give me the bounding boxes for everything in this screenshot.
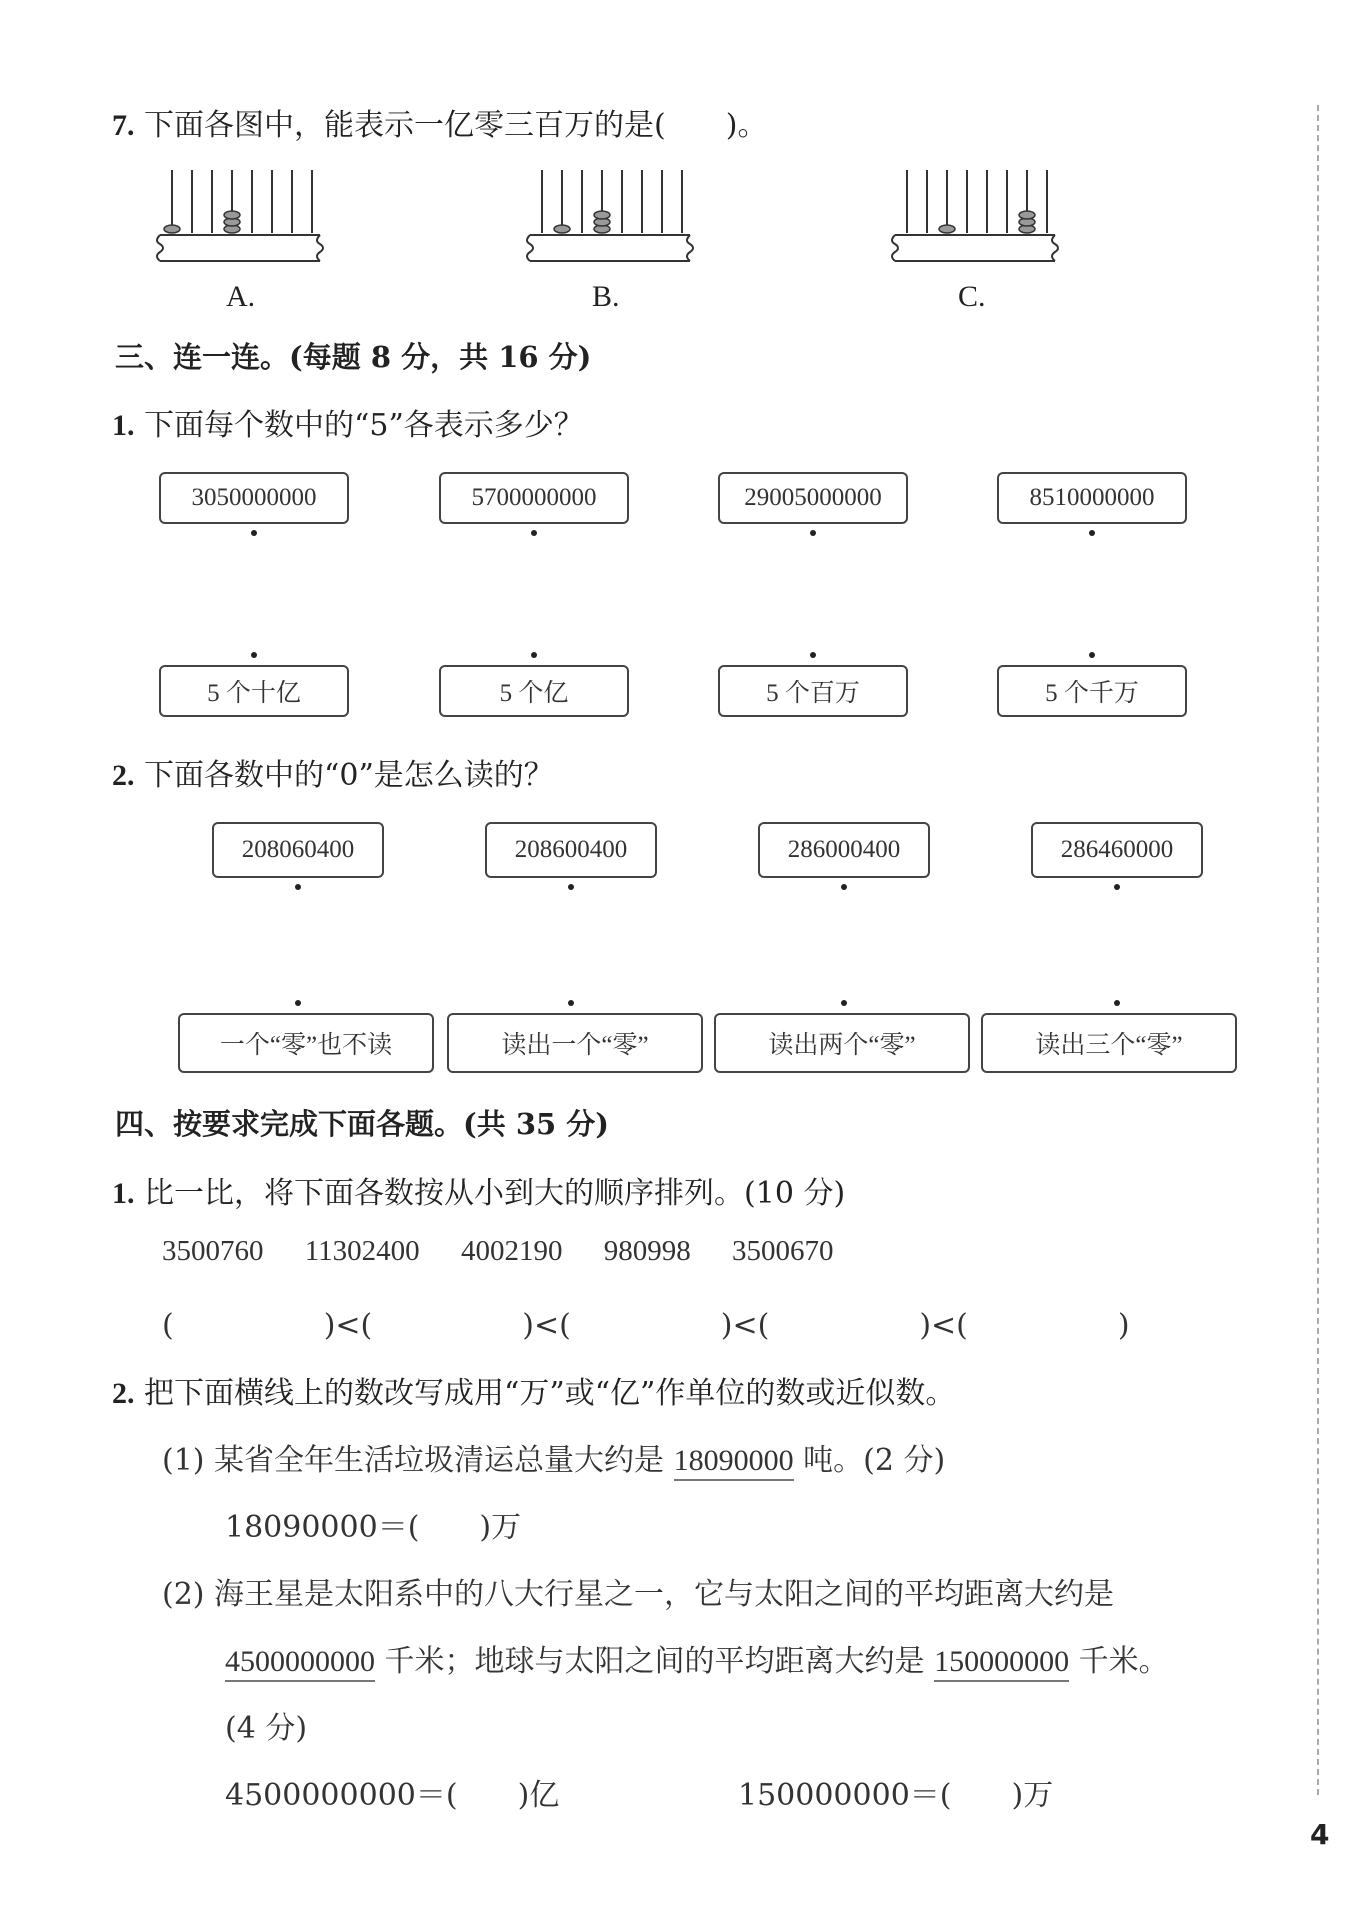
s3-q2-bottom-box[interactable]: 读出一个“零” [447,1013,703,1073]
connect-dot[interactable] [810,652,816,658]
p2-answer1-line[interactable]: 4500000000＝( )亿 [225,1778,560,1813]
p2-post-text: 千米。 [1078,1644,1169,1679]
s3-q1-top-box[interactable]: 29005000000 [718,472,908,524]
s3-q1-top-box[interactable]: 5700000000 [439,472,629,524]
s3-q2-text: 下面各数中的“0”是怎么读的？ [144,758,554,793]
s4-q2-number: 2. [112,1377,135,1410]
option-c-label: C. [958,280,986,313]
s3-q2-bottom-box[interactable]: 读出两个“零” [714,1013,970,1073]
connect-dot[interactable] [810,530,816,536]
s4-q1-line [112,1168,845,1212]
s3-q1-bottom-box[interactable]: 5 个百万 [718,665,908,717]
p1-post-text: 吨。(2 分) [803,1443,946,1478]
s3-q2-bottom-box[interactable]: 一个“零”也不读 [178,1013,434,1073]
number-item: 980998 [603,1235,691,1267]
connect-dot[interactable] [1114,884,1120,890]
connect-dot[interactable] [841,884,847,890]
p2-score: (4 分) [225,1711,308,1746]
s4-q2-p2-line2 [225,1636,1169,1680]
connect-dot[interactable] [568,1000,574,1006]
number-item: 3500760 [162,1235,264,1267]
p1-value: 18090000 [674,1444,794,1481]
p2-answer2-line[interactable]: 150000000＝( )万 [738,1778,1054,1813]
abacus-b-image [520,165,710,270]
s3-q2-top-box[interactable]: 208060400 [212,822,384,878]
option-b-label: B. [592,280,620,313]
s3-q1-text: 下面每个数中的“5”各表示多少？ [144,408,584,443]
s4-q1-numbers [162,1235,833,1268]
page-number: 4 [1310,1818,1330,1851]
connect-dot[interactable] [841,1000,847,1006]
connect-dot[interactable] [1089,530,1095,536]
p2-line1: (2) 海王星是太阳系中的八大行星之一，它与太阳之间的平均距离大约是 [162,1577,1115,1612]
s4-q1-blank-line[interactable]: ( )<( )<( )<( )<( ) [162,1308,1130,1343]
s4-q1-number: 1. [112,1177,135,1210]
p1-answer-line[interactable]: 18090000＝( )万 [225,1510,522,1545]
p2-value1: 4500000000 [225,1645,375,1682]
number-item: 3500670 [731,1235,834,1267]
option-a-label: A. [226,280,256,313]
section3-title: 三、连一连。(每题 8 分，共 16 分) [115,340,592,374]
abacus-c-image [885,165,1075,270]
s4-q1-text: 比一比，将下面各数按从小到大的顺序排列。(10 分) [144,1176,846,1211]
section4-title: 四、按要求完成下面各题。(共 35 分) [115,1107,609,1141]
s3-q2-top-box[interactable]: 286460000 [1031,822,1203,878]
number-item: 4002190 [460,1235,563,1267]
s3-q2-top-box[interactable]: 286000400 [758,822,930,878]
s3-q2-line [112,750,554,794]
number-item: 11302400 [304,1235,420,1267]
s3-q2-bottom-box[interactable]: 读出三个“零” [981,1013,1237,1073]
q7-text: 下面各图中，能表示一亿零三百万的是( )。 [144,108,768,143]
connect-dot[interactable] [251,652,257,658]
connect-dot[interactable] [1114,1000,1120,1006]
s4-q2-p1 [162,1435,945,1479]
connect-dot[interactable] [531,530,537,536]
p2-value2: 150000000 [934,1645,1069,1682]
connect-dot[interactable] [1089,652,1095,658]
s3-q1-line [112,400,584,444]
connect-dot[interactable] [531,652,537,658]
q7-line [112,100,767,144]
s4-q2-text: 把下面横线上的数改写成用“万”或“亿”作单位的数或近似数。 [144,1376,956,1411]
connect-dot[interactable] [568,884,574,890]
q7-number: 7. [112,109,135,142]
p1-pre-text: (1) 某省全年生活垃圾清运总量大约是 [162,1443,665,1478]
page-margin-divider [1317,105,1319,1795]
s3-q1-top-box[interactable]: 3050000000 [159,472,349,524]
s3-q1-bottom-box[interactable]: 5 个亿 [439,665,629,717]
s3-q1-number: 1. [112,409,135,442]
s3-q1-bottom-box[interactable]: 5 个十亿 [159,665,349,717]
s3-q1-bottom-box[interactable]: 5 个千万 [997,665,1187,717]
connect-dot[interactable] [295,1000,301,1006]
s4-q2-line [112,1368,955,1412]
s3-q1-top-box[interactable]: 8510000000 [997,472,1187,524]
connect-dot[interactable] [251,530,257,536]
connect-dot[interactable] [295,884,301,890]
abacus-a-image [150,165,340,270]
p2-mid-text: 千米；地球与太阳之间的平均距离大约是 [384,1644,925,1679]
s3-q2-top-box[interactable]: 208600400 [485,822,657,878]
s3-q2-number: 2. [112,759,135,792]
